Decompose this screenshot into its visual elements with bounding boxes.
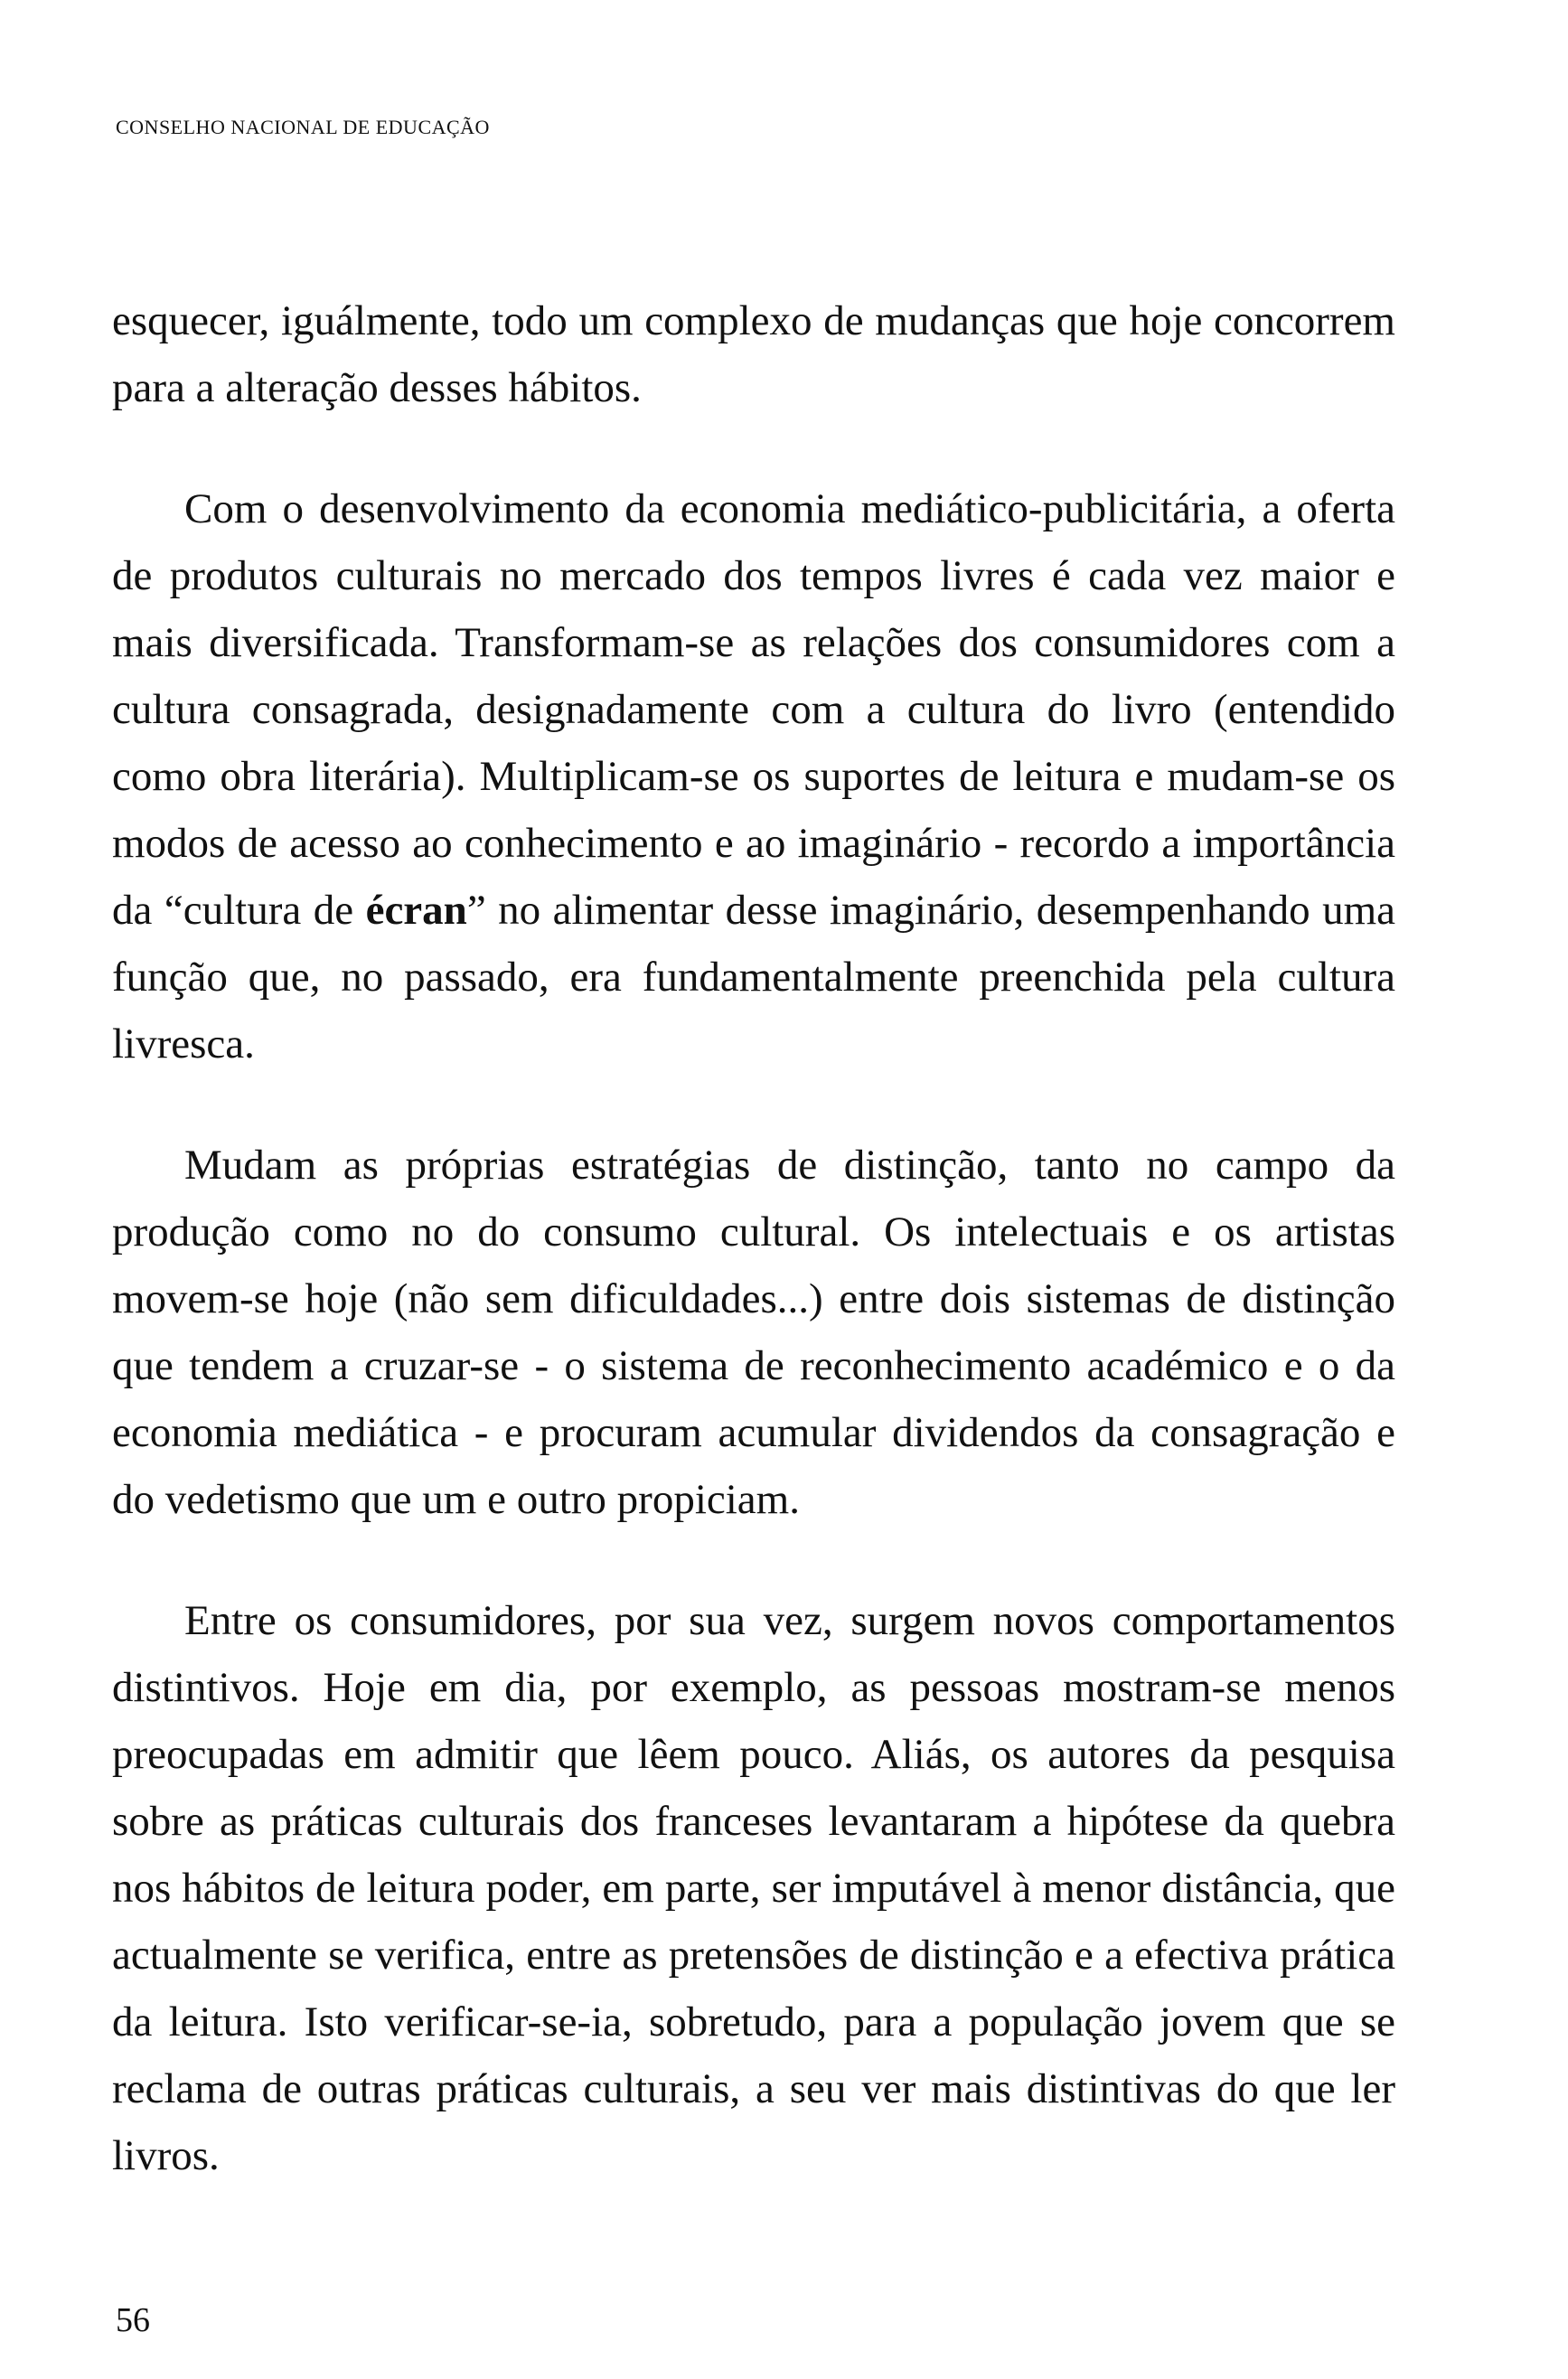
paragraph-text-segment: ” no alimentar desse imaginário, desempenhando uma função que, no passado, era fundamentalmente preenchida pela cultura livresca. bbox=[112, 887, 1395, 1067]
paragraph-continuation: esquecer, iguálmente, todo um complexo de mudanças que hoje concorrem para a alteração desses hábitos. bbox=[112, 297, 1395, 411]
paragraph-text-segment: Com o desenvolvimento da economia mediático-publicitária, a oferta de produtos culturais no mercado dos tempos livres é cada vez maior e mais diversificada. Transformam-se as relações dos consumidores com a cultura consagrada, designadamente com a cultura do livro (entendido como obra literária). Multiplicam-se os suportes de leitura e mudam-se os modos de acesso ao conhecimento e ao imaginário - recordo a importância da “cultura de bbox=[112, 485, 1395, 934]
bold-term-ecran: écran bbox=[365, 887, 467, 934]
running-header: CONSELHO NACIONAL DE EDUCAÇÃO bbox=[116, 116, 490, 138]
page-number: 56 bbox=[116, 2301, 150, 2339]
body-text bbox=[112, 287, 1395, 2189]
paragraph-consumers: Entre os consumidores, por sua vez, surgem novos comportamentos distintivos. Hoje em dia, por exemplo, as pessoas mostram-se menos preocupadas em admitir que lêem pouco. Aliás, os autores da pesquisa sobre as práticas culturais dos franceses levantaram a hipótese da quebra nos hábitos de leitura poder, em parte, ser imputável à menor distância, que actualmente se verifica, entre as pretensões de distinção e a efectiva prática da leitura. Isto verificar-se-ia, sobretudo, para a população jovem que se reclama de outras práticas culturais, a seu ver mais distintivas do que ler livros. bbox=[112, 1597, 1395, 2179]
paragraph-media-economy bbox=[112, 475, 1395, 1077]
paragraph-distinction-strategies: Mudam as próprias estratégias de distinção, tanto no campo da produção como no do consumo cultural. Os intelectuais e os artistas movem-se hoje (não sem dificuldades...) entre dois sistemas de distinção que tendem a cruzar-se - o sistema de reconhecimento académico e o da economia mediática - e procuram acumular dividendos da consagração e do vedetismo que um e outro propiciam. bbox=[112, 1142, 1395, 1523]
